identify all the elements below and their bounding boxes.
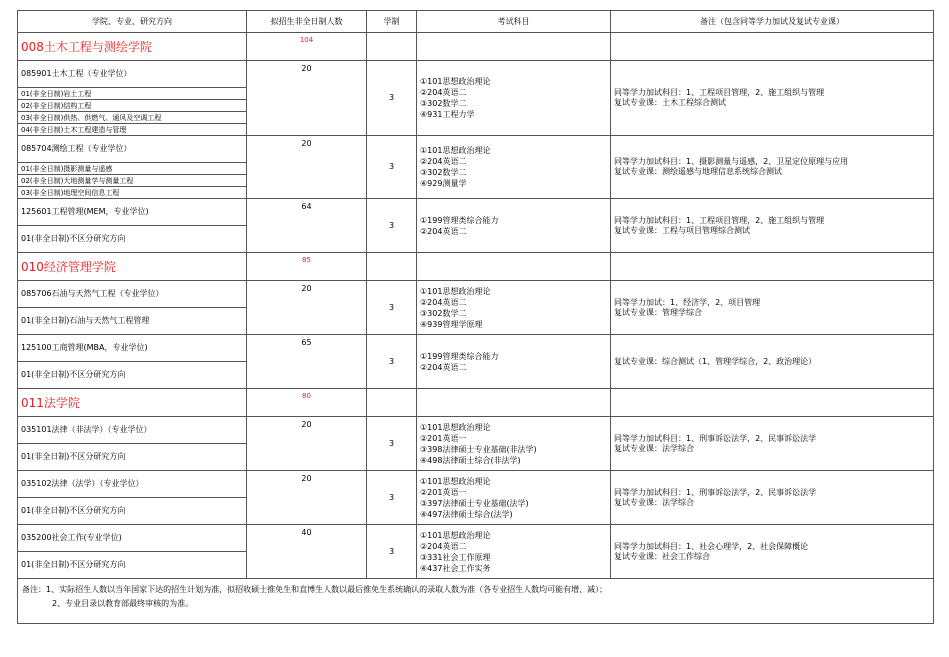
- program-years: 3: [367, 136, 417, 199]
- program-title: 085704测绘工程（专业学位）: [18, 136, 247, 163]
- subject-item: ①199管理类综合能力: [420, 351, 499, 361]
- program-count: 20: [247, 417, 367, 471]
- college-name: 008土木工程与测绘学院: [18, 33, 247, 61]
- remark-line: 复试专业课：管理学综合: [614, 307, 702, 317]
- program-count: 65: [247, 335, 367, 389]
- direction-item: 02(非全日制)大地测量学与测量工程: [18, 175, 247, 187]
- program-title: 085901土木工程（专业学位）: [18, 61, 247, 88]
- exam-subjects: [417, 199, 611, 253]
- program-row: [18, 136, 934, 163]
- subject-item: ①101思想政治理论: [420, 77, 491, 86]
- subject-item: ④437社会工作实务: [420, 563, 491, 573]
- remark-line: 同等学力加试科目：1、刑事诉讼法学，2、民事诉讼法学: [614, 487, 817, 497]
- column-header: 学院、专业、研究方向: [18, 11, 247, 33]
- program-count: 20: [247, 61, 367, 136]
- program-remarks: [611, 471, 934, 525]
- remark-line: 同等学力加试：1、经济学，2、项目管理: [614, 297, 761, 307]
- college-plan: 80: [247, 389, 367, 417]
- program-years: 3: [367, 61, 417, 136]
- program-years: 3: [367, 199, 417, 253]
- direction-item: 01(非全日制)摄影测量与遥感: [18, 163, 247, 175]
- exam-subjects: [417, 61, 611, 136]
- direction-item: 01(非全日制)不区分研究方向: [18, 552, 247, 579]
- subject-item: ①101思想政治理论: [420, 530, 491, 540]
- exam-subjects: [417, 417, 611, 471]
- remark-line: 复试专业课：法学综合: [614, 443, 694, 453]
- subject-item: ①101思想政治理论: [420, 286, 491, 296]
- table-header-row: [18, 11, 934, 33]
- program-title: 035200社会工作(专业学位): [18, 525, 247, 552]
- program-remarks: [611, 281, 934, 335]
- subject-item: ①101思想政治理论: [420, 422, 491, 432]
- direction-item: 01(非全日制)石油与天然气工程管理: [18, 308, 247, 335]
- direction-item: 01(非全日制)不区分研究方向: [18, 362, 247, 389]
- subject-item: ②204英语二: [420, 157, 467, 166]
- subject-item: ②204英语二: [420, 226, 467, 236]
- remark-line: 复试专业课：综合测试（1、管理学综合，2、政治理论）: [614, 356, 817, 366]
- college-name: 010经济管理学院: [18, 253, 247, 281]
- subject-item: ②204英语二: [420, 297, 467, 307]
- subject-item: ①199管理类综合能力: [420, 215, 499, 225]
- subject-item: ④929测量学: [420, 179, 467, 188]
- footnote-line-1: 备注：1、实际招生人数以当年国家下达的招生计划为准，拟招收硕士推免生和直博生人数以最后推免生系统确认的录取人数为准（各专业招生人数均可能有增、减）；: [22, 585, 608, 594]
- remark-line: 同等学力加试科目：1、刑事诉讼法学，2、民事诉讼法学: [614, 433, 817, 443]
- program-years: 3: [367, 281, 417, 335]
- program-remarks: [611, 199, 934, 253]
- exam-subjects: [417, 525, 611, 579]
- program-row: [18, 525, 934, 552]
- program-remarks: [611, 335, 934, 389]
- subject-item: ①101思想政治理论: [420, 146, 491, 155]
- program-years: 3: [367, 471, 417, 525]
- program-years: 3: [367, 335, 417, 389]
- remark-line: 同等学力加试科目：1、社会心理学，2、社会保障概论: [614, 541, 809, 551]
- subject-item: ④498法律硕士综合(非法学): [420, 455, 521, 465]
- subject-item: ①101思想政治理论: [420, 476, 491, 486]
- program-count: 20: [247, 136, 367, 199]
- program-count: 20: [247, 281, 367, 335]
- program-row: [18, 417, 934, 444]
- remark-line: 同等学力加试科目：1、工程项目管理，2、施工组织与管理: [614, 215, 825, 225]
- exam-subjects: [417, 335, 611, 389]
- program-row: [18, 471, 934, 498]
- program-row: [18, 335, 934, 362]
- program-years: 3: [367, 417, 417, 471]
- direction-item: 01(非全日制)不区分研究方向: [18, 444, 247, 471]
- subject-item: ②201英语一: [420, 433, 467, 443]
- subject-item: ④931工程力学: [420, 110, 475, 119]
- program-remarks: [611, 525, 934, 579]
- program-row: [18, 61, 934, 88]
- column-header: 学制: [367, 11, 417, 33]
- subject-item: ④939管理学原理: [420, 319, 483, 329]
- remark-line: 复试专业课：法学综合: [614, 497, 694, 507]
- program-count: 64: [247, 199, 367, 253]
- remark-line: 复试专业课：社会工作综合: [614, 551, 710, 561]
- direction-item: 03(非全日制)供热、供燃气、通风及空调工程: [18, 112, 247, 124]
- program-years: 3: [367, 525, 417, 579]
- subject-item: ②204英语二: [420, 88, 467, 97]
- subject-item: ③302数学二: [420, 168, 467, 177]
- direction-item: 01(非全日制)不区分研究方向: [18, 226, 247, 253]
- subject-item: ③397法律硕士专业基础(法学): [420, 498, 529, 508]
- college-row: [18, 253, 934, 281]
- program-remarks: [611, 61, 934, 136]
- direction-item: 03(非全日制)地理空间信息工程: [18, 187, 247, 199]
- program-title: 085706石油与天然气工程（专业学位）: [18, 281, 247, 308]
- program-title: 035102法律（法学）（专业学位）: [18, 471, 247, 498]
- footnote: [18, 579, 934, 624]
- subject-item: ③302数学二: [420, 99, 467, 108]
- footnote-row: [18, 579, 934, 624]
- direction-item: 02(非全日制)结构工程: [18, 100, 247, 112]
- remark-line: 复试专业课：工程与项目管理综合测试: [614, 225, 750, 235]
- remark-line: 同等学力加试科目：1、工程项目管理，2、施工组织与管理: [614, 88, 825, 97]
- exam-subjects: [417, 281, 611, 335]
- subject-item: ③398法律硕士专业基础(非法学): [420, 444, 537, 454]
- column-header: 拟招生非全日制人数: [247, 11, 367, 33]
- column-header: 考试科目: [417, 11, 611, 33]
- program-remarks: [611, 136, 934, 199]
- program-row: [18, 281, 934, 308]
- program-title: 125100工商管理(MBA，专业学位): [18, 335, 247, 362]
- column-header: 备注（包含同等学力加试及复试专业课）: [611, 11, 934, 33]
- program-row: [18, 199, 934, 226]
- college-plan: 85: [247, 253, 367, 281]
- program-remarks: [611, 417, 934, 471]
- subject-item: ③331社会工作原理: [420, 552, 491, 562]
- college-row: [18, 389, 934, 417]
- subject-item: ④497法律硕士综合(法学): [420, 509, 513, 519]
- remark-line: 复试专业课：土木工程综合测试: [614, 98, 726, 107]
- subject-item: ②201英语一: [420, 487, 467, 497]
- program-count: 20: [247, 471, 367, 525]
- footnote-line-2: 2、专业目录以教育部最终审核的为准。: [52, 599, 194, 608]
- exam-subjects: [417, 136, 611, 199]
- college-row: [18, 33, 934, 61]
- direction-item: 04(非全日制)土木工程建造与管理: [18, 124, 247, 136]
- remark-line: 复试专业课：测绘遥感与地理信息系统综合测试: [614, 167, 782, 176]
- subject-item: ②204英语二: [420, 541, 467, 551]
- exam-subjects: [417, 471, 611, 525]
- admissions-table: [17, 10, 934, 624]
- subject-item: ③302数学二: [420, 308, 467, 318]
- program-title: 125601工程管理(MEM，专业学位): [18, 199, 247, 226]
- direction-item: 01(非全日制)不区分研究方向: [18, 498, 247, 525]
- program-title: 035101法律（非法学）（专业学位）: [18, 417, 247, 444]
- remark-line: 同等学力加试科目：1、摄影测量与遥感，2、卫星定位原理与应用: [614, 157, 849, 166]
- college-name: 011法学院: [18, 389, 247, 417]
- subject-item: ②204英语二: [420, 362, 467, 372]
- direction-item: 01(非全日制)岩土工程: [18, 88, 247, 100]
- program-count: 40: [247, 525, 367, 579]
- college-plan: 104: [247, 33, 367, 61]
